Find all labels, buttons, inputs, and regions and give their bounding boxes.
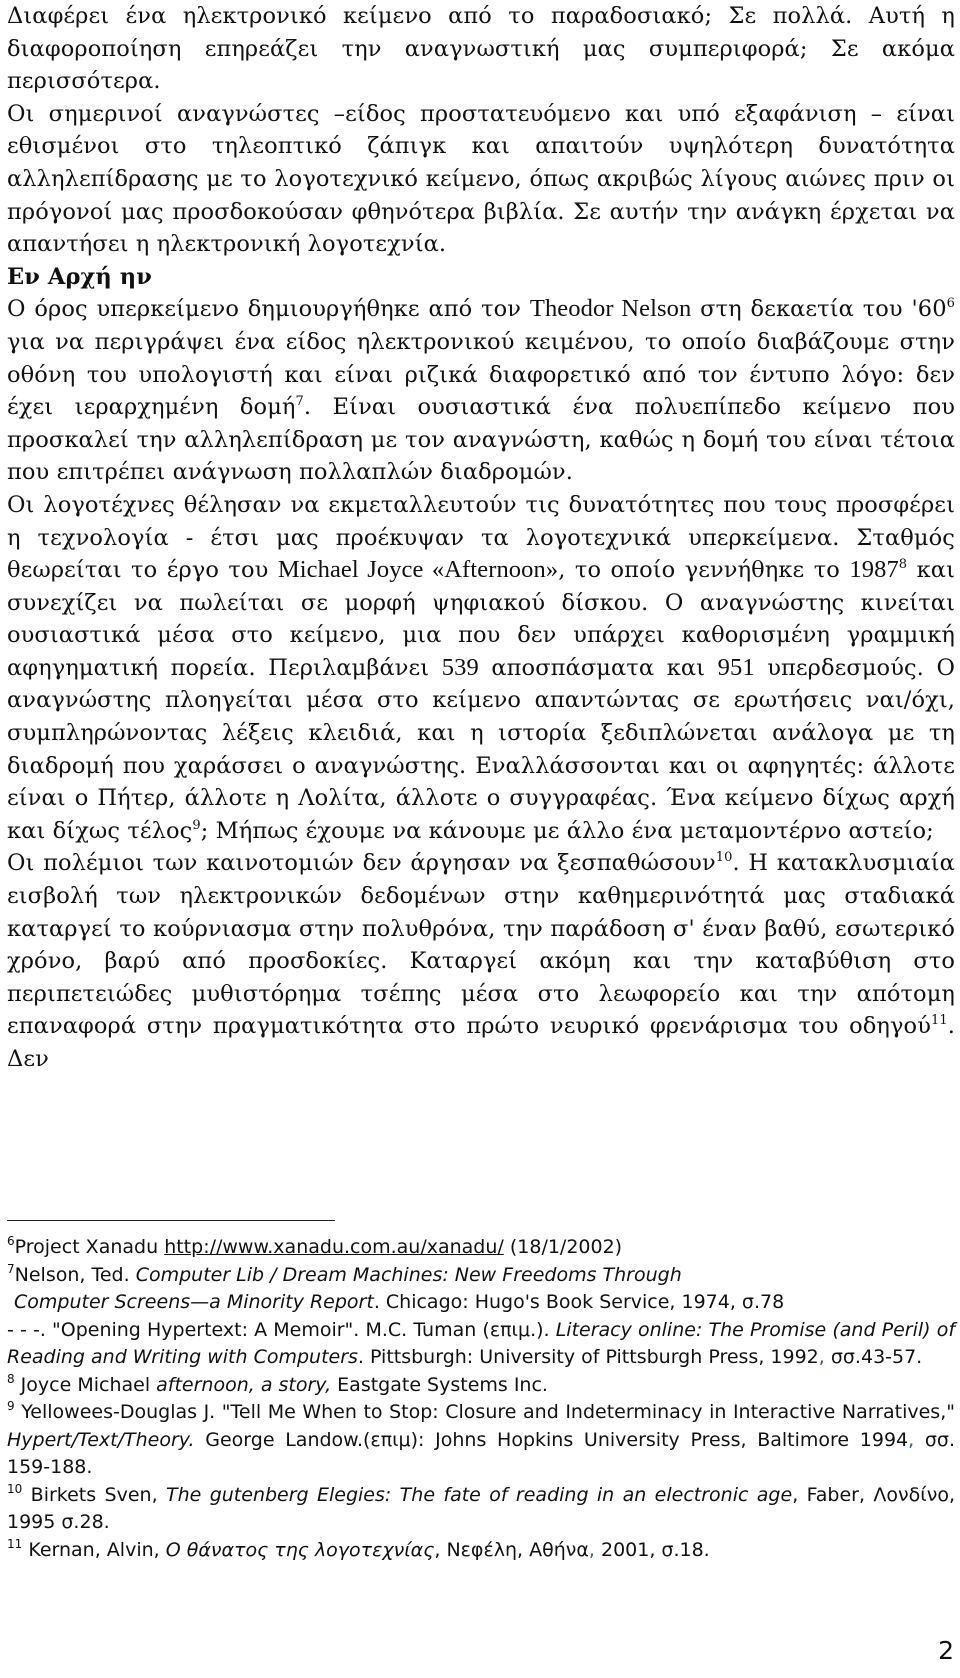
paragraph-intro: Διαφέρει ένα ηλεκτρονικό κείμενο από το παραδοσιακό; Σε πολλά. Αυτή η διαφοροποίηση επηρεάζει την αναγνωστική μας συμπεριφορά; Σε ακόμα περισσότερα. [7,3,955,95]
text-span: , το οποίο γεννήθηκε το [558,557,850,584]
text-span: , Faber, Λονδίνο, 1995 σ.28. [7,1483,955,1533]
text-span: Οι λογοτέχνες θέλησαν να εκμεταλλευτούν τις δυνατότητες που τους προσφέρει η τεχνολογία - έτσι μας προέκυψαν τα λογοτεχνικά υπερκείμενα. Σταθμός θεωρείται το έργο του [7,491,955,584]
section-heading: Εν Αρχή ην [7,263,152,290]
book-title: Computer Lib / Dream Machines: New Freedoms Through [135,1263,682,1286]
text-span: , Νεφέλη, Αθήνα [434,1538,589,1561]
footnote-number: 7 [7,1261,15,1276]
text-span: Eastgate Systems Inc. [331,1373,548,1396]
text-span: Birkets Sven, [22,1483,166,1506]
text-span: Ο όρος υπερκείμενο δημιουργήθηκε από τον [7,296,530,323]
footnote-number: 11 [7,1536,23,1551]
text-span: . Η κατακλυσμιαία εισβολή των ηλεκτρονικών δεδομένων στην καθημερινότητά μας σταδιακά καταργεί το κούρνιασμα στην πολυθρόνα, την παράδοση σ' έναν βαθύ, εσωτερικό χρόνο, βαρύ από προσδοκίες. Καταργεί ακόμη και την καταβύθιση στο περιπετειώδες μυθιστόρημα τσέπης μέσα στο λεωφορείο και την απότομη επαναφορά στην πραγματικότητα στο πρώτο νευρικό φρενάρισμα του οδηγού [7,850,955,1040]
footnote-ref: 9 [192,817,201,833]
text-span: . Είναι ουσιαστικά ένα πολυεπίπεδο κείμενο που προσκαλεί την αλληλεπίδραση με τον αναγνώστη, καθώς η δομή του είναι τέτοια που επιτρέπει ανάγνωση πολλαπλών διαδρομών. [7,394,955,486]
text-span: , [908,1428,915,1451]
xanadu-link[interactable]: http://www.xanadu.com.au/xanadu/ [164,1236,504,1258]
text-span: Οι πολέμιοι των καινοτομιών δεν άργησαν να ξεσπαθώσουν [7,850,716,877]
paragraph-opponents [7,847,955,1075]
footnote-number: 6 [7,1234,15,1248]
work-title: Michael Joyce «Afternoon» [277,556,559,584]
footnote-11 [7,1537,955,1565]
book-title: Ο θάνατος της λογοτεχνίας [165,1538,435,1561]
footnote-number: 9 [7,1399,15,1413]
text-span: αποσπάσματα και [478,654,718,681]
number: 539 [441,653,479,681]
paragraph-writers [7,489,955,848]
footnote-10 [7,1482,955,1537]
book-title: The gutenberg Elegies: The fate of reading in an electronic age [165,1483,793,1506]
book-title: Literacy online: The Promise (and Peril) of Reading and Writing with Computers [7,1318,956,1368]
footnote-ref: 6 [946,296,955,312]
indent-wrap [7,1291,374,1313]
page-number: 2 [938,1636,954,1665]
paragraph-readers: Οι σημερινοί αναγνώστες –είδος προστατευόμενο και υπό εξαφάνιση – είναι εθισμένοι στο τηλεοπτικό ζάπιγκ και απαιτούν υψηλότερη δυνατότητα αλληλεπίδρασης με το λογοτεχνικό κείμενο, όπως ακριβώς λίγους αιώνες πριν οι πρόγονοί μας προσδοκούσαν φθηνότερα βιβλία. Σε αυτήν την ανάγκη έρχεται να απαντήσει η ηλεκτρονική λογοτεχνία. [7,100,955,258]
text-span: Yellowees-Douglas J. "Tell Me When to Stop: Closure and Indeterminacy in Interactive Narratives," [14,1401,955,1423]
footnote-number: 10 [7,1481,23,1496]
footnote-separator [7,1220,335,1221]
book-title: Computer Screens—a Minority Report [14,1291,374,1313]
footnote-9 [7,1399,955,1482]
text-span: (18/1/2002) [503,1236,623,1258]
text-span: , [818,1346,825,1368]
footnotes [7,1234,955,1564]
text-span: . Pittsburgh: University of Pittsburgh Press, 1992 [357,1346,819,1368]
text-span: στη δεκαετία του '60 [691,296,947,323]
year: 1987 [849,556,899,584]
footnote-number: 8 [7,1371,15,1386]
number: 951 [717,653,755,681]
text-span: . Δεν [7,1013,955,1072]
footnote-8 [7,1372,955,1400]
text-span: Joyce Michael [14,1373,157,1396]
text-span: σσ.43-57. [824,1346,923,1368]
paragraph-hypertext [7,293,955,489]
text-span: George Landow.(επιμ): Johns Hopkins University Press, Baltimore 1994 [194,1428,909,1451]
main-text [7,0,955,1076]
text-span: 2001, σ.18. [594,1538,710,1561]
footnote-6 [7,1234,955,1262]
book-title: afternoon, a story, [156,1373,332,1396]
author-name: Theodor Nelson [529,295,692,323]
footnote-ref: 8 [898,557,908,573]
text-span: σσ. 159-188. [7,1428,955,1478]
text-span: για να περιγράψει ένα είδος ηλεκτρονικού κειμένου, το οποίο διαβάζουμε στην οθόνη του υπολογιστή και είναι ριζικά διαφορετικό από τον έντυπο λόγο: δεν έχει ιεραρχημένη δομή [7,328,955,421]
footnote-7 [7,1262,955,1372]
text-span: Kernan, Alvin, [22,1538,166,1561]
footnote-ref: 10 [715,850,733,866]
footnote-ref: 7 [295,394,304,410]
text-span: - - -. "Opening Hypertext: A Memoir". M.C. Tuman (επιμ.). [7,1318,556,1341]
text-span: . Chicago: Hugo's Book Service, 1974, σ.78 [373,1291,785,1313]
text-span: και συνεχίζει να πωλείται σε μορφή ψηφιακού δίσκου. Ο αναγνώστης κινείται ουσιαστικά μέσα στο κείμενο, μια που δεν υπάρχει καθορισμένη γραμμική αφηγηματική πορεία. Περιλαμβάνει [7,557,955,681]
text-span: ; Μήπως έχουμε να κάνουμε με άλλο ένα μεταμοντέρνο αστείο; [200,817,934,844]
text-span: Nelson, Ted. [14,1263,136,1286]
book-title: Hypert/Text/Theory. [7,1428,195,1451]
text-span: , [588,1538,595,1561]
footnote-ref: 11 [930,1013,948,1029]
text-span: Project Xanadu [14,1236,165,1258]
text-span: υπερδεσμούς. Ο αναγνώστης πλοηγείται μέσα στο κείμενο απαντώντας σε ερωτήσεις ναι/όχι, συμπληρώνοντας λέξεις κλειδιά, και η ιστορία ξεδιπλώνεται ανάλογα με τη διαδρομή που χαράσσει ο αναγνώστης. Εναλλάσσονται και οι αφηγητές: άλλοτε είναι ο Πήτερ, άλλοτε η Λολίτα, άλλοτε ο συγγραφέας. Ένα κείμενο δίχως αρχή και δίχως τέλος [7,654,956,844]
